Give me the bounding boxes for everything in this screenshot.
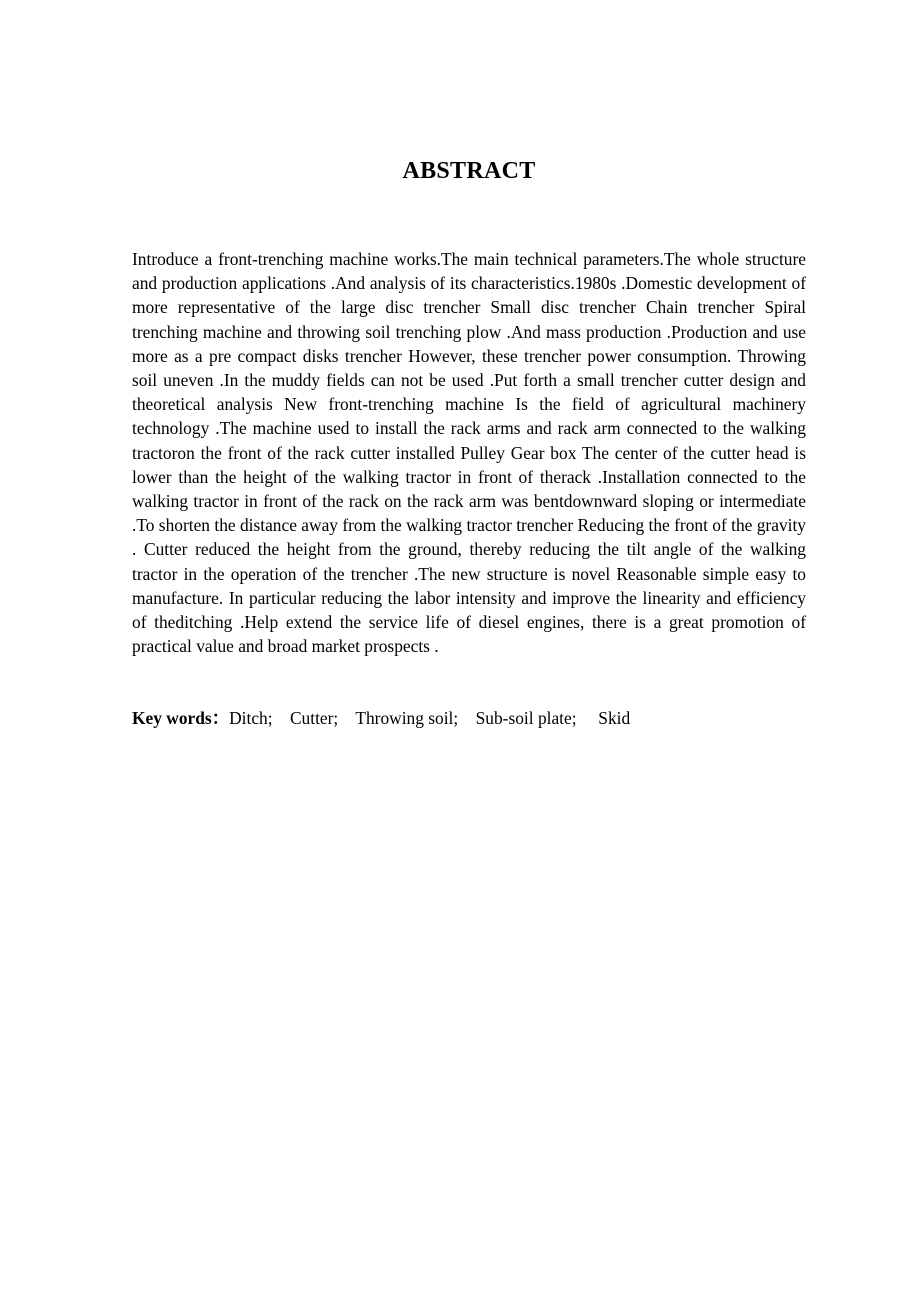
abstract-text: Introduce a front-trenching machine works.The main technical parameters.The whole structure and production applications .And analysis of its characteristics.1980s .Domestic development of more representative of the large disc trencher Small disc trencher Chain trencher Spiral trenching machine and throwing soil trenching plow .And mass production .Production and use more as a pre compact disks trencher However, these trencher power consumption. Throwing soil uneven .In the muddy fields can not be used .Put forth a small trencher cutter design and theoretical analysis New front-trenching machine Is the field of agricultural machinery technology .The machine used to install the rack arms and rack arm connected to the walking tractoron the front of the rack cutter installed Pulley Gear box The center of the cutter head is lower than the height of the walking tractor in front of therack .Installation connected to the walking tractor in front of the rack on the rack arm was bentdownward sloping or intermediate .To shorten the distance away from the walking tractor trencher Reducing the front of the gravity . Cutter reduced the height from the ground, thereby reducing the tilt angle of the walking tractor in the operation of the trencher .The new structure is novel Reasonable simple easy to manufacture. In particular reducing the labor intensity and improve the linearity and efficiency of theditching .Help extend the service life of diesel engines, there is a great promotion of practical value and broad market prospects . [132,249,806,657]
keywords-values: Ditch; Cutter; Throwing soil; Sub-soil plate; Skid [229,708,631,728]
abstract-title: ABSTRACT [402,158,536,184]
keywords-line [132,706,806,730]
keywords-label: Key words： [132,708,230,728]
